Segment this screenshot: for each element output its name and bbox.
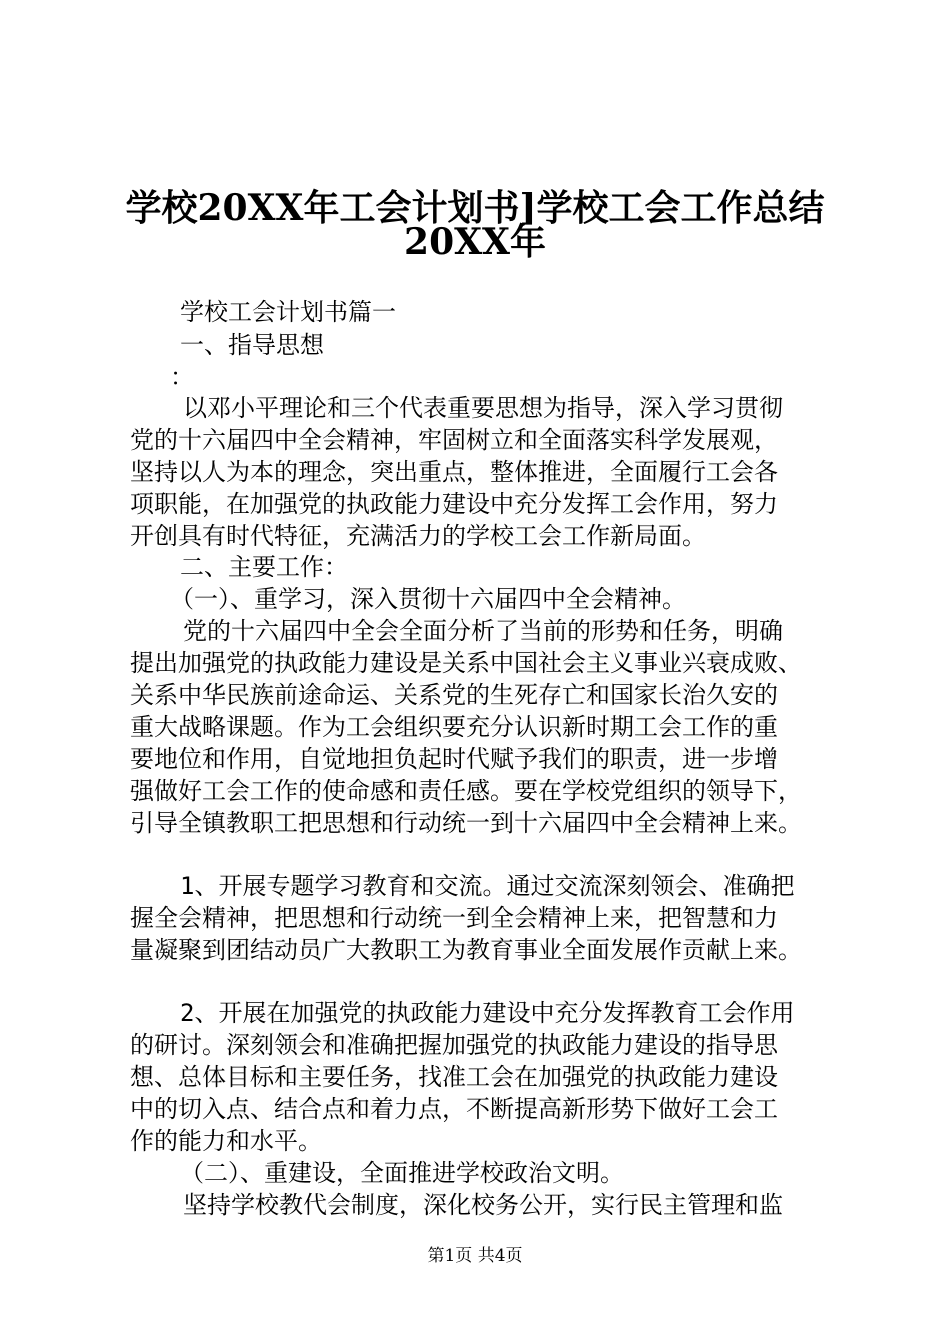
body-line: 作的能力和水平。 (130, 1127, 322, 1155)
document-title-line-1: 学校20XX年工会计划书]学校工会工作总结 (125, 187, 825, 229)
body-line: 坚持以人为本的理念，突出重点，整体推进，全面履行工会各 (130, 458, 778, 486)
body-line: ： (170, 363, 194, 391)
body-line: 学校工会计划书篇一 (180, 298, 396, 326)
body-line: 二、主要工作： (180, 553, 348, 581)
body-line: 强做好工会工作的使命感和责任感。要在学校党组织的领导下， (130, 777, 802, 805)
document-title-line-2: 20XX年 (404, 221, 546, 263)
body-line: 项职能，在加强党的执政能力建设中充分发挥工会作用，努力 (130, 490, 778, 518)
body-line: 关系中华民族前途命运、关系党的生死存亡和国家长治久安的 (130, 681, 778, 709)
page-footer: 第1页 共4页 (427, 1246, 523, 1266)
body-line: 量凝聚到团结动员广大教职工为教育事业全面发展作贡献上来。 (130, 936, 802, 964)
body-line: 握全会精神，把思想和行动统一到全会精神上来，把智慧和力 (130, 904, 778, 932)
body-line: 的研讨。深刻领会和准确把握加强党的执政能力建设的指导思 (130, 1031, 778, 1059)
body-line: 党的十六届四中全会全面分析了当前的形势和任务，明确 (183, 617, 783, 645)
body-line: （一）、重学习，深入贯彻十六届四中全会精神。 (170, 585, 686, 613)
body-line: 党的十六届四中全会精神，牢固树立和全面落实科学发展观， (130, 426, 778, 454)
body-line: 想、总体目标和主要任务，找准工会在加强党的执政能力建设 (130, 1063, 778, 1091)
body-line: 重大战略课题。作为工会组织要充分认识新时期工会工作的重 (130, 713, 778, 741)
body-line: 坚持学校教代会制度，深化校务公开，实行民主管理和监 (183, 1191, 783, 1219)
body-line: 以邓小平理论和三个代表重要思想为指导，深入学习贯彻 (183, 394, 783, 422)
body-line: 要地位和作用，自觉地担负起时代赋予我们的职责，进一步增 (130, 745, 778, 773)
body-line: 引导全镇教职工把思想和行动统一到十六届四中全会精神上来。 (130, 809, 802, 837)
body-line: 中的切入点、结合点和着力点，不断提高新形势下做好工会工 (130, 1095, 778, 1123)
body-line: （二）、重建设，全面推进学校政治文明。 (180, 1159, 624, 1187)
body-line: 2、开展在加强党的执政能力建设中充分发挥教育工会作用 (180, 999, 795, 1027)
body-line: 提出加强党的执政能力建设是关系中国社会主义事业兴衰成败、 (130, 649, 802, 677)
body-line: 一、指导思想 (180, 331, 324, 359)
body-line: 1、开展专题学习教育和交流。通过交流深刻领会、准确把 (180, 872, 795, 900)
body-line: 开创具有时代特征，充满活力的学校工会工作新局面。 (130, 522, 706, 550)
